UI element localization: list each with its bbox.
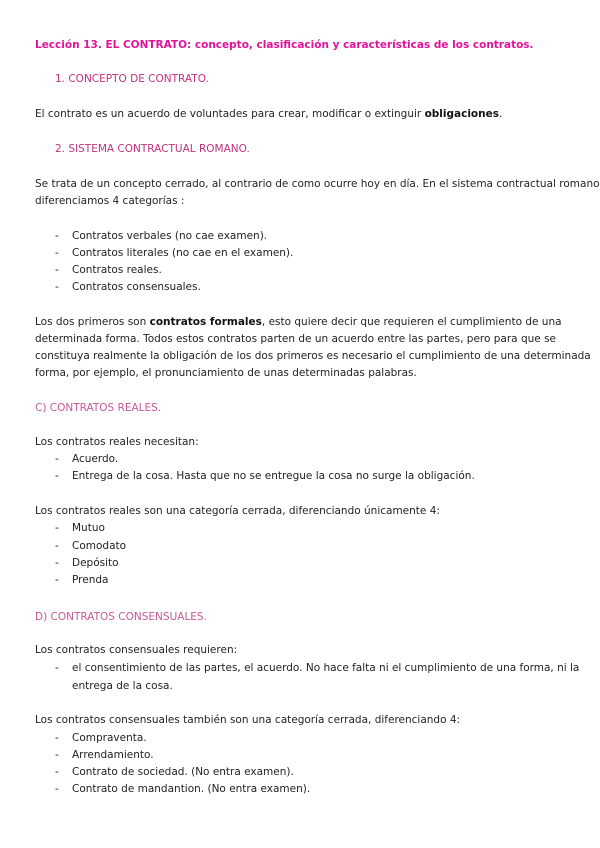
paragraph-text: . bbox=[499, 108, 503, 120]
paragraph-text: El contrato es un acuerdo de voluntades para crear, modificar o extinguir bbox=[35, 108, 425, 120]
list-bullet: - bbox=[55, 264, 59, 276]
list-item: Contratos verbales (no cae examen). bbox=[72, 230, 268, 242]
list-item: Mutuo bbox=[72, 522, 105, 534]
list-item: Comodato bbox=[72, 540, 127, 552]
list-item: Contratos reales. bbox=[72, 264, 162, 276]
section-2-intro-line: Se trata de un concepto cerrado, al contrario de como ocurre hoy en día. En el sistema contractual romano bbox=[35, 178, 600, 190]
formal-paragraph-line: determinada forma. Todos estos contratos parten de un acuerdo entre las partes, pero para que se bbox=[35, 333, 556, 345]
section-c-types-intro: Los contratos reales son una categoría cerrada, diferenciando únicamente 4: bbox=[35, 505, 440, 517]
list-item: Prenda bbox=[72, 574, 109, 586]
section-d-heading: D) CONTRATOS CONSENSUALES. bbox=[35, 611, 207, 623]
list-bullet: - bbox=[55, 247, 59, 259]
list-item: Acuerdo. bbox=[72, 453, 119, 465]
list-item: Contratos literales (no cae en el examen). bbox=[72, 247, 294, 259]
list-bullet: - bbox=[55, 783, 59, 795]
section-1-paragraph bbox=[35, 107, 502, 121]
document-title: Lección 13. EL CONTRATO: concepto, clasificación y características de los contratos. bbox=[35, 39, 534, 51]
section-1-heading: 1. CONCEPTO DE CONTRATO. bbox=[55, 73, 209, 85]
section-2-heading: 2. SISTEMA CONTRACTUAL ROMANO. bbox=[55, 143, 250, 155]
section-c-heading: C) CONTRATOS REALES. bbox=[35, 402, 162, 414]
list-item: Entrega de la cosa. Hasta que no se entregue la cosa no surge la obligación. bbox=[72, 470, 475, 482]
bold-term: contratos formales bbox=[149, 316, 262, 328]
list-item: Contrato de mandantion. (No entra examen). bbox=[72, 783, 311, 795]
list-bullet: - bbox=[55, 230, 59, 242]
list-item: Arrendamiento. bbox=[72, 749, 154, 761]
list-bullet: - bbox=[55, 557, 59, 569]
bold-term: obligaciones bbox=[424, 108, 499, 120]
list-item: Contrato de sociedad. (No entra examen). bbox=[72, 766, 294, 778]
formal-paragraph-line bbox=[35, 315, 562, 329]
formal-paragraph-line: constituya realmente la obligación de los dos primeros es necesario el cumplimiento de una determinada bbox=[35, 350, 591, 362]
list-item: el consentimiento de las partes, el acuerdo. No hace falta ni el cumplimiento de una forma, ni la bbox=[72, 662, 580, 674]
list-item: Compraventa. bbox=[72, 732, 147, 744]
list-bullet: - bbox=[55, 453, 59, 465]
list-item: Contratos consensuales. bbox=[72, 281, 201, 293]
list-item-continuation: entrega de la cosa. bbox=[72, 680, 173, 692]
list-bullet: - bbox=[55, 470, 59, 482]
list-bullet: - bbox=[55, 662, 59, 674]
list-item: Depósito bbox=[72, 557, 119, 569]
formal-paragraph-line: forma, por ejemplo, el pronunciamiento de unas determinadas palabras. bbox=[35, 367, 417, 379]
paragraph-text: , esto quiere decir que requieren el cumplimiento de una bbox=[261, 316, 562, 328]
section-d-types-intro: Los contratos consensuales también son una categoría cerrada, diferenciando 4: bbox=[35, 714, 461, 726]
list-bullet: - bbox=[55, 749, 59, 761]
list-bullet: - bbox=[55, 574, 59, 586]
section-c-needs-intro: Los contratos reales necesitan: bbox=[35, 436, 199, 448]
paragraph-text: Los dos primeros son bbox=[35, 316, 150, 328]
list-bullet: - bbox=[55, 522, 59, 534]
section-2-intro-line: diferenciamos 4 categorías : bbox=[35, 195, 185, 207]
list-bullet: - bbox=[55, 732, 59, 744]
section-d-needs-intro: Los contratos consensuales requieren: bbox=[35, 644, 238, 656]
list-bullet: - bbox=[55, 540, 59, 552]
list-bullet: - bbox=[55, 766, 59, 778]
list-bullet: - bbox=[55, 281, 59, 293]
